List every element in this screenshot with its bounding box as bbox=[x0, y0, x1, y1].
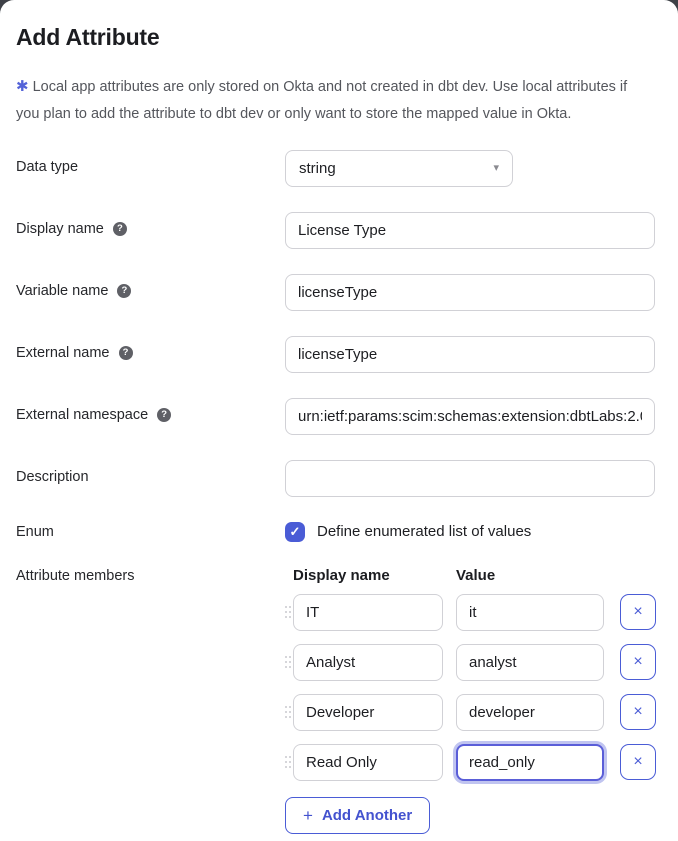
member-value-input-focused[interactable] bbox=[456, 744, 604, 781]
members-header-value: Value bbox=[456, 566, 496, 584]
member-row bbox=[285, 594, 655, 631]
control-col bbox=[285, 522, 655, 542]
local-attribute-note bbox=[16, 73, 653, 128]
field-row-data-type bbox=[16, 150, 655, 187]
field-row-description bbox=[16, 460, 655, 497]
external-name-label: External name bbox=[16, 344, 110, 361]
enum-checkbox[interactable] bbox=[285, 522, 305, 542]
label-col bbox=[16, 522, 285, 540]
field-row-display-name bbox=[16, 212, 655, 249]
control-col bbox=[285, 274, 655, 311]
data-type-select[interactable] bbox=[285, 150, 513, 187]
control-col bbox=[285, 150, 655, 187]
close-icon: × bbox=[633, 653, 643, 671]
external-namespace-label: External namespace bbox=[16, 406, 149, 423]
members-header-display-name: Display name bbox=[293, 566, 390, 584]
add-another-button[interactable] bbox=[285, 797, 430, 834]
label-col bbox=[16, 336, 285, 361]
drag-handle-icon[interactable] bbox=[285, 756, 293, 768]
close-icon: × bbox=[633, 753, 643, 771]
checkmark-icon: ✓ bbox=[289, 524, 301, 540]
control-col bbox=[285, 398, 655, 435]
help-icon[interactable]: ? bbox=[113, 222, 127, 236]
remove-member-button[interactable] bbox=[620, 644, 656, 680]
label-col bbox=[16, 460, 285, 485]
chevron-down-icon: ▾ bbox=[493, 161, 499, 174]
note-text: Local app attributes are only stored on Okta and not created in dbt dev. Use local attributes if you plan to add the attribute to dbt dev or only want to store the mapped value in Okta. bbox=[16, 79, 628, 122]
field-row-variable-name bbox=[16, 274, 655, 311]
field-row-external-namespace bbox=[16, 398, 655, 435]
label-col bbox=[16, 274, 285, 299]
variable-name-input[interactable] bbox=[285, 274, 655, 311]
external-namespace-input[interactable] bbox=[285, 398, 655, 435]
attribute-members-label: Attribute members bbox=[16, 567, 135, 584]
enum-control bbox=[285, 522, 655, 542]
data-type-label: Data type bbox=[16, 158, 79, 175]
field-row-attribute-members bbox=[16, 567, 655, 834]
member-display-name-input[interactable] bbox=[293, 744, 443, 781]
data-type-selected-value: string bbox=[299, 159, 336, 177]
remove-member-button[interactable] bbox=[620, 744, 656, 780]
description-input[interactable] bbox=[285, 460, 655, 497]
help-icon[interactable]: ? bbox=[117, 284, 131, 298]
add-another-label: Add Another bbox=[321, 806, 413, 824]
add-attribute-form bbox=[16, 150, 655, 834]
external-name-input[interactable] bbox=[285, 336, 655, 373]
drag-handle-icon[interactable] bbox=[285, 656, 293, 668]
label-col bbox=[16, 212, 285, 237]
help-icon[interactable]: ? bbox=[157, 408, 171, 422]
label-col bbox=[16, 398, 285, 423]
drag-handle-icon[interactable] bbox=[285, 606, 293, 618]
close-icon: × bbox=[633, 603, 643, 621]
members-table bbox=[285, 567, 655, 834]
field-row-enum bbox=[16, 522, 655, 542]
plus-icon: + bbox=[303, 805, 313, 825]
remove-member-button[interactable] bbox=[620, 694, 656, 730]
members-header-row bbox=[293, 567, 655, 584]
variable-name-label: Variable name bbox=[16, 282, 109, 299]
member-value-input[interactable] bbox=[456, 694, 604, 731]
label-col bbox=[16, 567, 285, 584]
drag-handle-icon[interactable] bbox=[285, 706, 293, 718]
control-col bbox=[285, 212, 655, 249]
member-display-name-input[interactable] bbox=[293, 644, 443, 681]
display-name-input[interactable] bbox=[285, 212, 655, 249]
close-icon: × bbox=[633, 703, 643, 721]
member-value-input[interactable] bbox=[456, 594, 604, 631]
display-name-label: Display name bbox=[16, 220, 104, 237]
page-title: Add Attribute bbox=[16, 24, 160, 50]
enum-label: Enum bbox=[16, 523, 54, 540]
label-col bbox=[16, 150, 285, 175]
member-row bbox=[285, 644, 655, 681]
member-row bbox=[285, 694, 655, 731]
control-col bbox=[285, 336, 655, 373]
help-icon[interactable]: ? bbox=[119, 346, 133, 360]
field-row-external-name bbox=[16, 336, 655, 373]
member-value-input[interactable] bbox=[456, 644, 604, 681]
member-row bbox=[285, 744, 655, 781]
member-display-name-input[interactable] bbox=[293, 594, 443, 631]
control-col bbox=[285, 460, 655, 497]
remove-member-button[interactable] bbox=[620, 594, 656, 630]
asterisk-icon: ✱ bbox=[16, 78, 29, 95]
enum-checkbox-label: Define enumerated list of values bbox=[317, 523, 532, 541]
description-label: Description bbox=[16, 468, 89, 485]
member-display-name-input[interactable] bbox=[293, 694, 443, 731]
